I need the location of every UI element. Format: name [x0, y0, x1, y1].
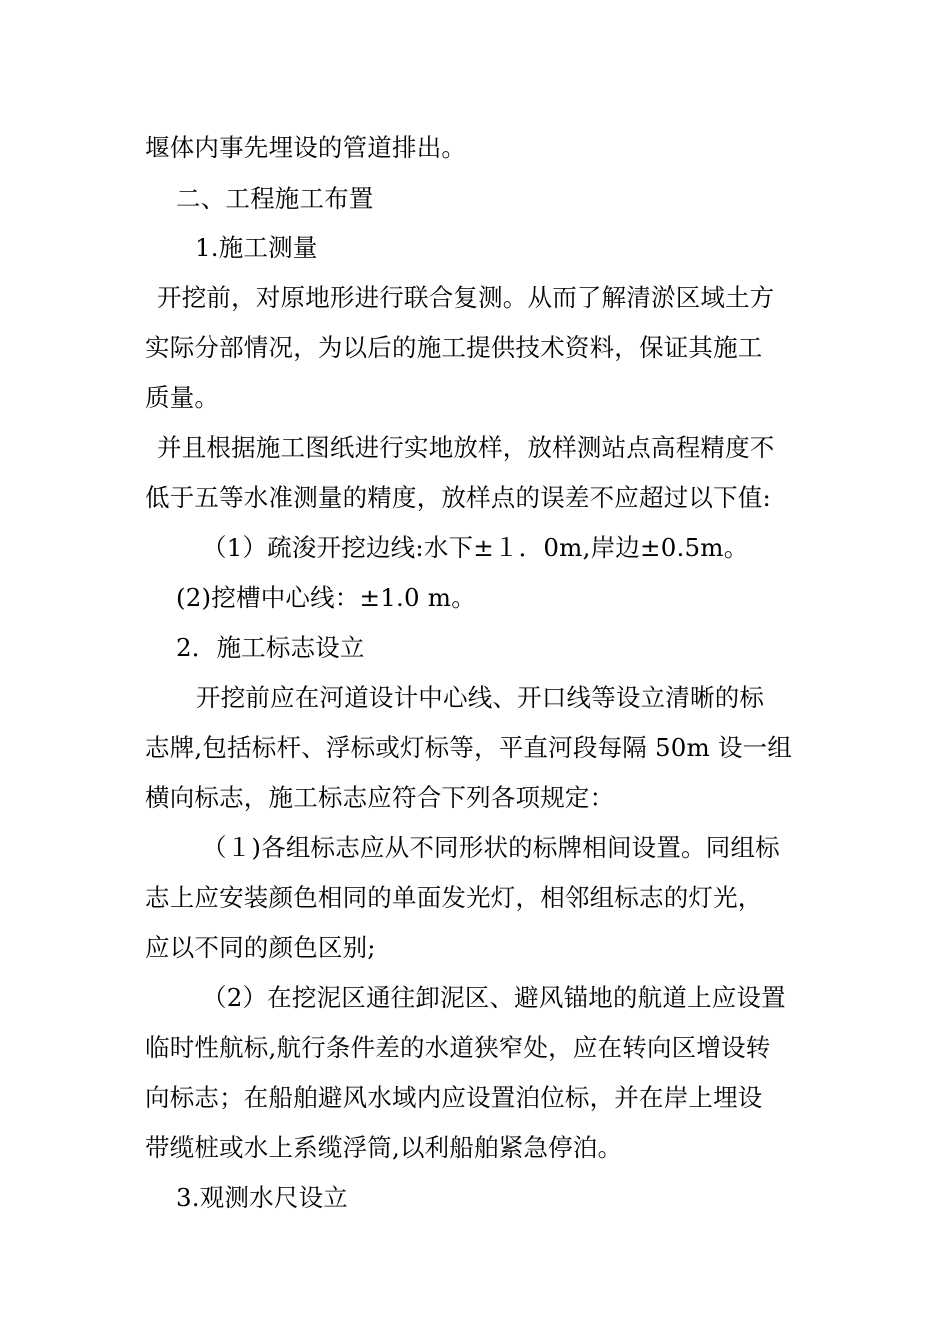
paragraph-line: 堰体内事先埋设的管道排出。 — [145, 133, 467, 162]
paragraph-line: 志上应安装颜色相同的单面发光灯，相邻组标志的灯光， — [145, 883, 763, 912]
subsection-heading: 1.施工测量 — [195, 233, 318, 262]
paragraph-line: 开挖前应在河道设计中心线、开口线等设立清晰的标 — [196, 683, 765, 712]
paragraph-line: 并且根据施工图纸进行实地放样，放样测站点高程精度不 — [157, 433, 775, 462]
subsection-heading: 3.观测水尺设立 — [176, 1183, 348, 1212]
paragraph-line: 临时性航标,航行条件差的水道狭窄处，应在转向区增设转 — [145, 1033, 771, 1062]
paragraph-line: 开挖前，对原地形进行联合复测。从而了解清淤区域土方 — [157, 283, 775, 312]
list-item: （1）疏浚开挖边线:水下±１．0m,岸边±0.5m。 — [202, 533, 749, 562]
paragraph-line: 向标志；在船舶避风水域内应设置泊位标，并在岸上埋设 — [145, 1083, 763, 1112]
paragraph-line: 实际分部情况，为以后的施工提供技术资料，保证其施工 — [145, 333, 763, 362]
paragraph-line: 带缆桩或水上系缆浮筒,以利船舶紧急停泊。 — [145, 1133, 623, 1162]
list-item: （１)各组标志应从不同形状的标牌相间设置。同组标 — [202, 833, 780, 862]
paragraph-line: 质量。 — [145, 383, 220, 412]
paragraph-line: 志牌,包括标杆、浮标或灯标等，平直河段每隔 50m 设一组 — [145, 733, 793, 762]
paragraph-line: 应以不同的颜色区别; — [145, 933, 376, 962]
section-heading: 二、工程施工布置 — [176, 184, 374, 213]
paragraph-line: 低于五等水准测量的精度，放样点的误差不应超过以下值: — [145, 483, 771, 512]
list-item: (2)挖槽中心线：±1.0 m。 — [176, 583, 476, 612]
paragraph-line: 横向标志，施工标志应符合下列各项规定： — [145, 783, 615, 812]
subsection-heading: 2．施工标志设立 — [176, 633, 365, 662]
list-item: （2）在挖泥区通往卸泥区、避风锚地的航道上应设置 — [202, 983, 786, 1012]
